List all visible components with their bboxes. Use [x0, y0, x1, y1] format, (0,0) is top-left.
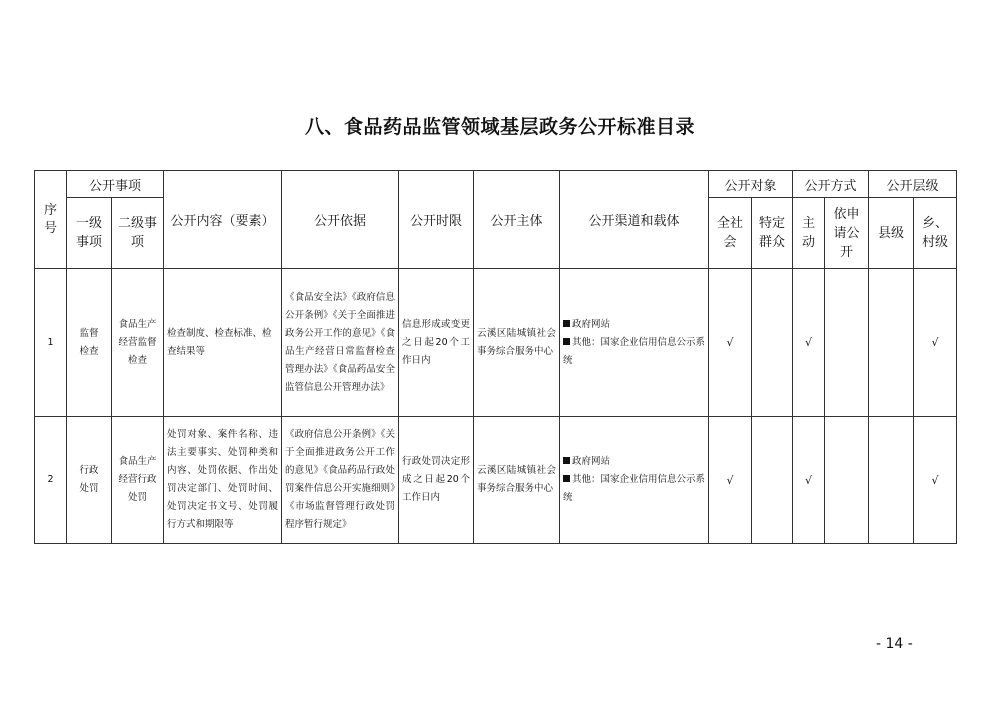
row-number: 2: [35, 417, 67, 544]
row-deadline: 信息形成或变更之日起20个工作日内: [399, 269, 474, 417]
channel-item: 政府网站: [563, 453, 705, 471]
check-method-active: √: [793, 269, 825, 417]
header-method-active: 主动: [793, 198, 825, 269]
check-method-apply: [825, 417, 869, 544]
row-subject: 云溪区陆城镇社会事务综合服务中心: [474, 269, 560, 417]
header-level1: 一级事项: [67, 198, 112, 269]
square-bullet-icon: [563, 475, 570, 482]
check-level-county: [869, 269, 914, 417]
square-bullet-icon: [563, 338, 570, 345]
row-number: 1: [35, 269, 67, 417]
header-level: 公开层级: [869, 171, 957, 198]
square-bullet-icon: [563, 320, 570, 327]
row-basis: 《食品安全法》《政府信息公开条例》《关于全面推进政务公开工作的意见》《食品生产经营日常监督检查管理办法》《食品药品安全监管信息公开管理办法》: [282, 269, 399, 417]
header-content: 公开内容（要素）: [164, 171, 282, 269]
header-basis: 公开依据: [282, 171, 399, 269]
channel-item: 其他：国家企业信用信息公示系统: [563, 336, 706, 366]
header-level2: 二级事项: [112, 198, 164, 269]
header-level-town: 乡、村级: [914, 198, 957, 269]
check-target-all: √: [709, 269, 752, 417]
row-content: 处罚对象、案件名称、违法主要事实、处罚种类和内容、处罚依据、作出处罚决定部门、处罚时间、处罚决定书文号、处罚履行方式和期限等: [164, 417, 282, 544]
row-basis: 《政府信息公开条例》《关于全面推进政务公开工作的意见》《食品药品行政处罚案件信息公开实施细则》《市场监督管理行政处罚程序暂行规定》: [282, 417, 399, 544]
table-row: [35, 417, 957, 544]
row-level1: 行政处罚: [67, 417, 112, 544]
channel-item: 其他：国家企业信用信息公示系统: [563, 474, 706, 503]
header-subject: 公开主体: [474, 171, 560, 269]
check-level-town: √: [914, 417, 957, 544]
check-method-active: √: [793, 417, 825, 544]
header-level-county: 县级: [869, 198, 914, 269]
header-items: 公开事项: [67, 171, 164, 198]
check-level-county: [869, 417, 914, 544]
row-deadline: 行政处罚决定形成之日起20个工作日内: [399, 417, 474, 544]
square-bullet-icon: [563, 457, 570, 464]
check-target-all: √: [709, 417, 752, 544]
document-title: 八、食品药品监管领域基层政务公开标准目录: [304, 116, 695, 138]
row-channels: [560, 269, 709, 417]
row-level2: 食品生产经营监督检查: [112, 269, 164, 417]
header-channel: 公开渠道和载体: [560, 171, 709, 269]
row-subject: 云溪区陆城镇社会事务综合服务中心: [474, 417, 560, 544]
header-method: 公开方式: [793, 171, 869, 198]
row-level2: 食品生产经营行政处罚: [112, 417, 164, 544]
header-deadline: 公开时限: [399, 171, 474, 269]
header-method-apply: 依申请公开: [825, 198, 869, 269]
header-target-specific: 特定群众: [752, 198, 793, 269]
check-level-town: √: [914, 269, 957, 417]
header-target-all: 全社会: [709, 198, 752, 269]
row-level1: 监督检查: [67, 269, 112, 417]
header-seq: 序号: [35, 171, 67, 269]
check-method-apply: [825, 269, 869, 417]
row-channels: [560, 417, 709, 544]
table-row: [35, 269, 957, 417]
page-number: - 14 -: [876, 636, 913, 652]
check-target-specific: [752, 417, 793, 544]
row-content: 检查制度、检查标准、检查结果等: [164, 269, 282, 417]
check-target-specific: [752, 269, 793, 417]
catalog-table: [34, 170, 957, 544]
header-target: 公开对象: [709, 171, 793, 198]
channel-item: 政府网站: [563, 316, 705, 334]
header-row-1: [35, 171, 957, 198]
